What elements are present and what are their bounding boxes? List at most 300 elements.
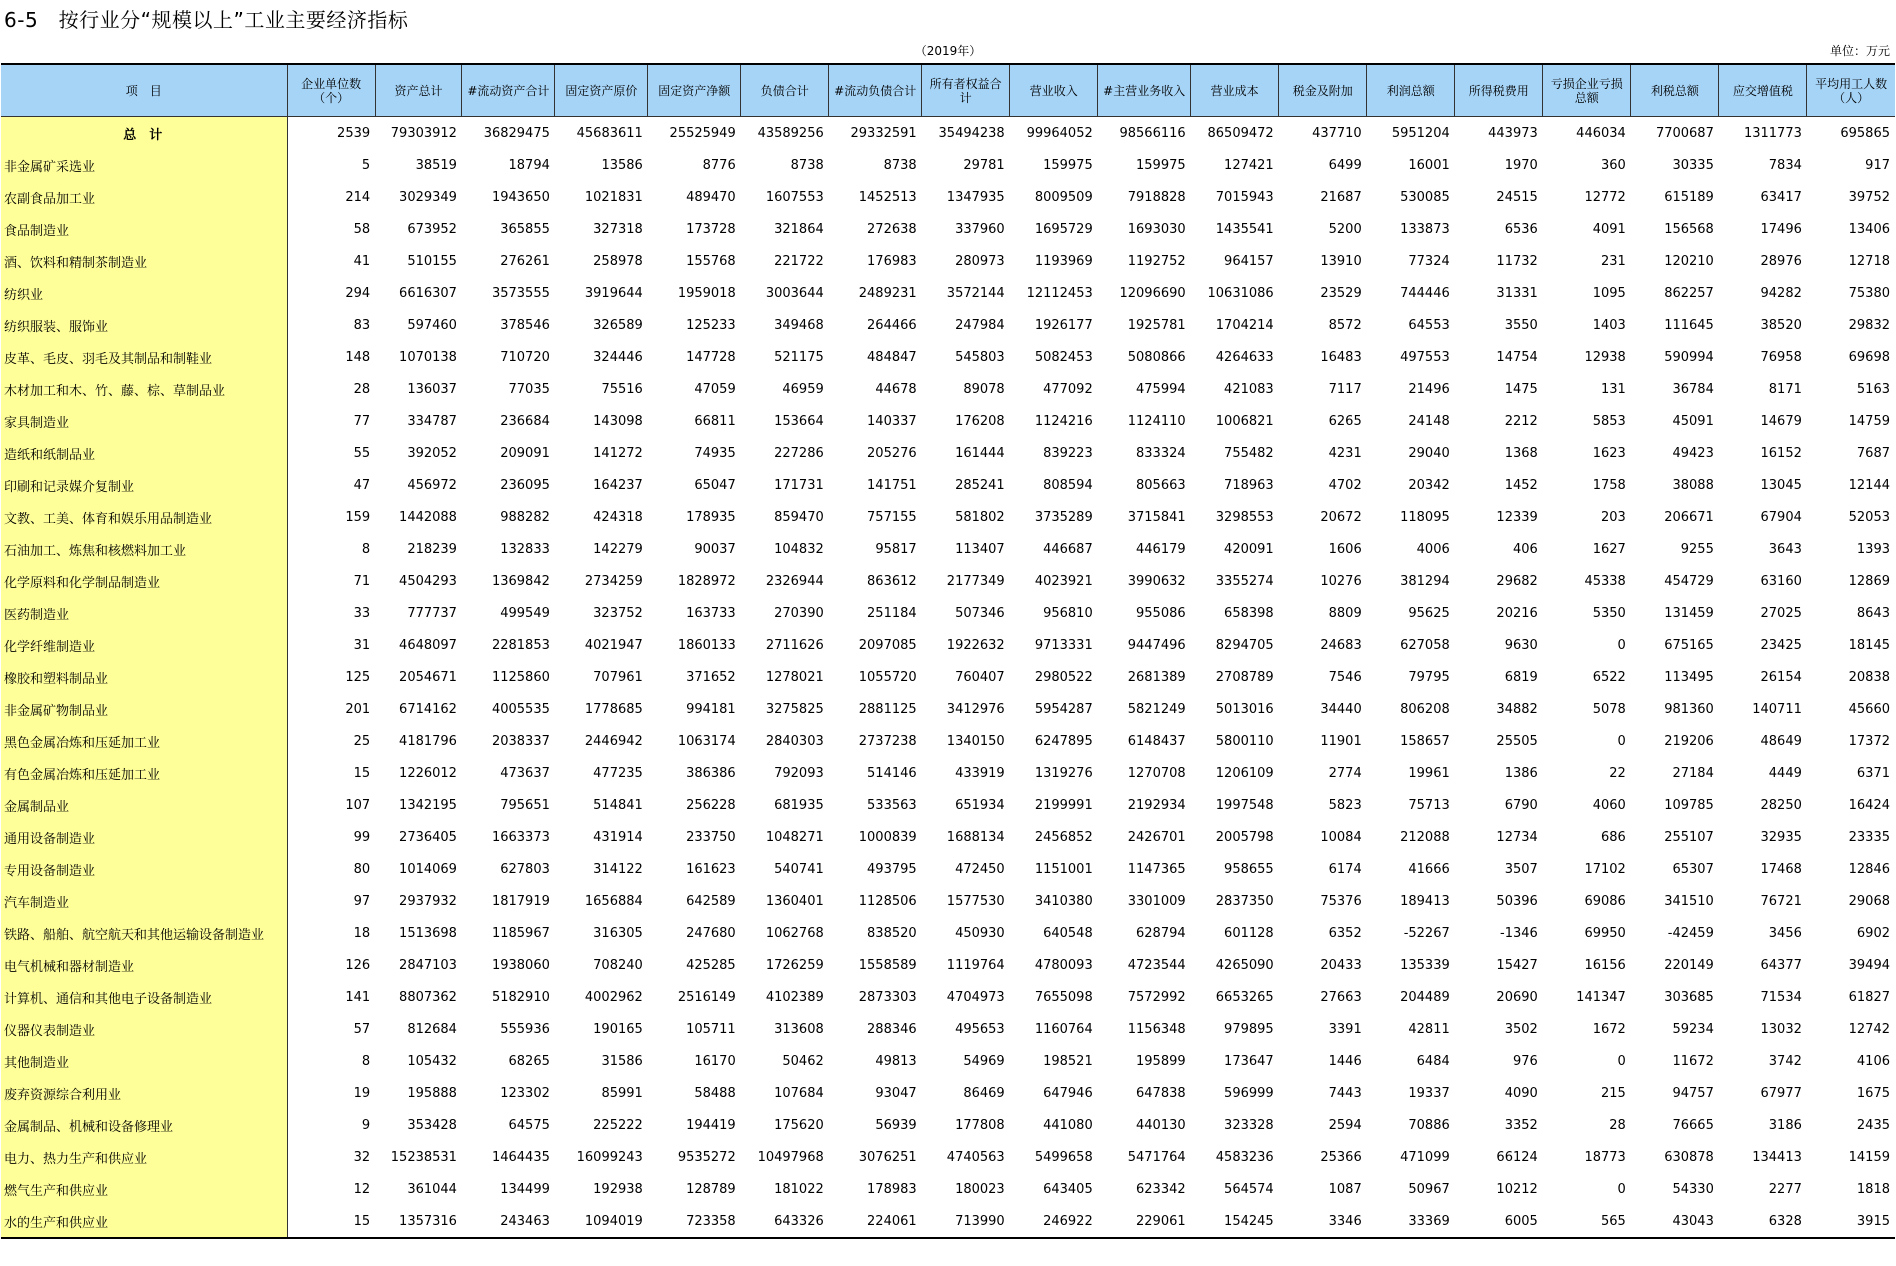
value-cell: 28250 (1760, 797, 1802, 813)
value-cell: 361044 (407, 1181, 457, 1197)
value-cell: 77035 (508, 381, 550, 397)
value-cell: 99 (353, 829, 371, 845)
value-cell: 29781 (963, 157, 1005, 173)
value-cell: 1063174 (677, 733, 736, 749)
column-header: 利润总额 (1367, 64, 1455, 117)
table-row (1, 629, 1895, 661)
value-cell: 147728 (686, 349, 736, 365)
value-cell: 1147365 (1127, 861, 1186, 877)
value-cell: 236684 (500, 413, 550, 429)
value-cell: 3919644 (584, 285, 643, 301)
column-header: 营业成本 (1191, 64, 1279, 117)
value-cell: 243463 (462, 1205, 555, 1238)
value-cell: 155768 (686, 253, 736, 269)
table-row (1, 1109, 1895, 1141)
value-cell: 48649 (1760, 733, 1802, 749)
value-cell: 1695729 (1034, 221, 1093, 237)
industry-name-cell: 金属制品、机械和设备修理业 (1, 1109, 287, 1141)
value-cell: 47059 (694, 381, 736, 397)
table-row (1, 1045, 1895, 1077)
value-cell: 195888 (407, 1085, 457, 1101)
value-cell: 1226012 (399, 765, 457, 781)
value-cell: 4090 (1504, 1085, 1538, 1101)
value-cell: 5800110 (1215, 733, 1274, 749)
value-cell: 581802 (955, 509, 1005, 525)
value-cell: 1360401 (765, 893, 824, 909)
value-cell: 14159 (1848, 1149, 1890, 1165)
value-cell: 976 (1512, 1053, 1538, 1069)
table-row (1, 245, 1895, 277)
value-cell: 97 (353, 893, 371, 909)
value-cell: 1925781 (1127, 317, 1186, 333)
value-cell: 3507 (1504, 861, 1538, 877)
value-cell: 792093 (774, 765, 824, 781)
value-cell: 34440 (1320, 701, 1362, 717)
value-cell: 514146 (867, 765, 917, 781)
value-cell: 12112453 (1026, 285, 1093, 301)
column-header: 企业单位数（个） (287, 64, 375, 117)
value-cell: 13910 (1320, 253, 1362, 269)
table-row (1, 757, 1895, 789)
value-cell: 327318 (593, 221, 643, 237)
table-row (1, 853, 1895, 885)
value-cell: 52053 (1848, 509, 1890, 525)
value-cell: 294 (345, 285, 371, 301)
value-cell: 5350 (1592, 605, 1626, 621)
value-cell: 1342195 (399, 797, 457, 813)
value-cell: 2737238 (858, 733, 917, 749)
industry-name-cell: 金属制品业 (1, 789, 287, 821)
value-cell: 597460 (407, 317, 457, 333)
value-cell: 24148 (1408, 413, 1450, 429)
value-cell: 4702 (1328, 477, 1362, 493)
value-cell: 707961 (593, 669, 643, 685)
table-row (1, 693, 1895, 725)
value-cell: 2736405 (399, 829, 457, 845)
value-cell: 33369 (1367, 1205, 1455, 1238)
value-cell: 323752 (593, 605, 643, 621)
value-cell: 2281853 (491, 637, 550, 653)
value-cell: 10212 (1496, 1181, 1538, 1197)
value-cell: 8 (361, 541, 371, 557)
value-cell: 68265 (508, 1053, 550, 1069)
value-cell: 2277 (1768, 1181, 1802, 1197)
value-cell: 446687 (1043, 541, 1093, 557)
value-cell: 2840303 (765, 733, 824, 749)
value-cell: 425285 (686, 957, 736, 973)
value-cell: 107 (345, 797, 371, 813)
value-cell: 29332591 (850, 125, 917, 141)
value-cell: 4449 (1768, 765, 1802, 781)
value-cell: 321864 (774, 221, 824, 237)
value-cell: 49423 (1672, 445, 1714, 461)
value-cell: 4023921 (1034, 573, 1093, 589)
value-cell: 109785 (1664, 797, 1714, 813)
value-cell: 140711 (1752, 701, 1802, 717)
value-cell: 2326944 (765, 573, 824, 589)
table-row (1, 949, 1895, 981)
value-cell: 212088 (1400, 829, 1450, 845)
value-cell: 176208 (955, 413, 1005, 429)
value-cell: 643326 (741, 1205, 829, 1238)
value-cell: 132833 (500, 541, 550, 557)
value-cell: 75376 (1320, 893, 1362, 909)
value-cell: 627803 (500, 861, 550, 877)
table-row (1, 597, 1895, 629)
value-cell: 142279 (593, 541, 643, 557)
value-cell: 1577530 (946, 893, 1005, 909)
value-cell: 71 (353, 573, 371, 589)
value-cell: 1997548 (1215, 797, 1274, 813)
value-cell: 708240 (593, 957, 643, 973)
value-cell: 39752 (1848, 189, 1890, 205)
page-title: 6-5 按行业分“规模以上”工业主要经济指标 (4, 8, 409, 32)
value-cell: 1021831 (584, 189, 643, 205)
value-cell: 231 (1600, 253, 1626, 269)
value-cell: 133873 (1400, 221, 1450, 237)
value-cell: 2708789 (1215, 669, 1274, 685)
value-cell: 805663 (1136, 477, 1186, 493)
value-cell: 23529 (1320, 285, 1362, 301)
value-cell: 1151001 (1034, 861, 1093, 877)
value-cell: 795651 (500, 797, 550, 813)
value-cell: 12 (353, 1181, 371, 1197)
value-cell: 65307 (1672, 861, 1714, 877)
value-cell: 36784 (1672, 381, 1714, 397)
value-cell: 1656884 (584, 893, 643, 909)
value-cell: 107684 (774, 1085, 824, 1101)
table-row (1, 1173, 1895, 1205)
value-cell: 45338 (1584, 573, 1626, 589)
value-cell: 1393 (1856, 541, 1890, 557)
value-cell: 15 (287, 1205, 375, 1238)
value-cell: 7572992 (1127, 989, 1186, 1005)
value-cell: 1124110 (1127, 413, 1186, 429)
value-cell: 1817919 (491, 893, 550, 909)
value-cell: 446179 (1136, 541, 1186, 557)
value-cell: 16483 (1320, 349, 1362, 365)
value-cell: 215 (1600, 1085, 1626, 1101)
value-cell: 673952 (407, 221, 457, 237)
value-cell: 18145 (1848, 637, 1890, 653)
value-cell: 70886 (1408, 1117, 1450, 1133)
value-cell: 1860133 (677, 637, 736, 653)
value-cell: 1369842 (491, 573, 550, 589)
value-cell: 1048271 (765, 829, 824, 845)
value-cell: 25 (353, 733, 371, 749)
table-row (1, 1205, 1895, 1238)
value-cell: 981360 (1664, 701, 1714, 717)
value-cell: 514841 (593, 797, 643, 813)
value-cell: 17468 (1760, 861, 1802, 877)
value-cell: 495653 (955, 1021, 1005, 1037)
value-cell: 4060 (1592, 797, 1626, 813)
value-cell: 1452513 (858, 189, 917, 205)
value-cell: 61827 (1848, 989, 1890, 1005)
value-cell: 27184 (1672, 765, 1714, 781)
value-cell: 647838 (1136, 1085, 1186, 1101)
value-cell: 2734259 (584, 573, 643, 589)
value-cell: 3915 (1807, 1205, 1895, 1238)
value-cell: 8171 (1768, 381, 1802, 397)
value-cell: 225222 (593, 1117, 643, 1133)
value-cell: 18 (353, 925, 371, 941)
industry-name-cell: 黑色金属冶炼和压延加工业 (1, 725, 287, 757)
value-cell: 545803 (955, 349, 1005, 365)
value-cell: 35494238 (938, 125, 1005, 141)
value-cell: 3298553 (1215, 509, 1274, 525)
value-cell: 477092 (1043, 381, 1093, 397)
industry-name-cell: 非金属矿物制品业 (1, 693, 287, 725)
value-cell: 251184 (867, 605, 917, 621)
value-cell: 105711 (686, 1021, 736, 1037)
value-cell: 23335 (1848, 829, 1890, 845)
value-cell: 221722 (774, 253, 824, 269)
value-cell: 164237 (593, 477, 643, 493)
table-row (1, 1013, 1895, 1045)
value-cell: 1347935 (946, 189, 1005, 205)
value-cell: 64553 (1408, 317, 1450, 333)
value-cell: 6819 (1504, 669, 1538, 685)
value-cell: 324446 (593, 349, 643, 365)
value-cell: 1558589 (858, 957, 917, 973)
value-cell: 1386 (1504, 765, 1538, 781)
value-cell: 5 (361, 157, 371, 173)
value-cell: 6328 (1719, 1205, 1807, 1238)
value-cell: 32935 (1760, 829, 1802, 845)
value-cell: 69698 (1848, 349, 1890, 365)
value-cell: 39494 (1848, 957, 1890, 973)
value-cell: 1607553 (765, 189, 824, 205)
table-row (1, 725, 1895, 757)
value-cell: 4264633 (1215, 349, 1274, 365)
value-cell: 2594 (1328, 1117, 1362, 1133)
value-cell: 8294705 (1215, 637, 1274, 653)
value-cell: 3410380 (1034, 893, 1093, 909)
value-cell: 2435 (1856, 1117, 1890, 1133)
value-cell: 0 (1617, 1181, 1626, 1197)
value-cell: 203 (1600, 509, 1626, 525)
value-cell: 7443 (1328, 1085, 1362, 1101)
value-cell: 247984 (955, 317, 1005, 333)
value-cell: 2038337 (491, 733, 550, 749)
value-cell: 349468 (774, 317, 824, 333)
industry-name-cell: 印刷和记录媒介复制业 (1, 469, 287, 501)
value-cell: 4002962 (584, 989, 643, 1005)
value-cell: 630878 (1664, 1149, 1714, 1165)
value-cell: 1311773 (1743, 125, 1802, 141)
value-cell: 10631086 (1207, 285, 1274, 301)
value-cell: 1926177 (1034, 317, 1093, 333)
value-cell: 3715841 (1127, 509, 1186, 525)
value-cell: 218239 (407, 541, 457, 557)
value-cell: 8 (361, 1053, 371, 1069)
value-cell: 17102 (1584, 861, 1626, 877)
column-header: 负债合计 (741, 64, 829, 117)
value-cell: 83 (353, 317, 371, 333)
value-cell: 12339 (1496, 509, 1538, 525)
value-cell: 1055720 (858, 669, 917, 685)
value-cell: 209091 (500, 445, 550, 461)
value-cell: 1128506 (858, 893, 917, 909)
value-cell: 6522 (1592, 669, 1626, 685)
value-cell: 4723544 (1127, 957, 1186, 973)
value-cell: 4583236 (1215, 1149, 1274, 1165)
value-cell: 555936 (500, 1021, 550, 1037)
value-cell: 2681389 (1127, 669, 1186, 685)
value-cell: 8009509 (1034, 189, 1093, 205)
column-header: 所有者权益合计 (922, 64, 1010, 117)
value-cell: 159 (345, 509, 371, 525)
value-cell: 113407 (955, 541, 1005, 557)
value-cell: 859470 (774, 509, 824, 525)
value-cell: 4102389 (765, 989, 824, 1005)
value-cell: 507346 (955, 605, 1005, 621)
value-cell: 56939 (875, 1117, 917, 1133)
value-cell: 201 (345, 701, 371, 717)
value-cell: 9447496 (1127, 637, 1186, 653)
value-cell: 9713331 (1034, 637, 1093, 653)
value-cell: 2837350 (1215, 893, 1274, 909)
value-cell: 471099 (1400, 1149, 1450, 1165)
column-header: #流动资产合计 (462, 64, 555, 117)
value-cell: 4704973 (946, 989, 1005, 1005)
value-cell: 12938 (1584, 349, 1626, 365)
value-cell: 11732 (1496, 253, 1538, 269)
value-cell: 564574 (1224, 1181, 1274, 1197)
value-cell: 718963 (1224, 477, 1274, 493)
value-cell: 833324 (1136, 445, 1186, 461)
value-cell: 406 (1512, 541, 1538, 557)
value-cell: 33 (353, 605, 371, 621)
value-cell: 489470 (686, 189, 736, 205)
industry-name-cell: 仪器仪表制造业 (1, 1013, 287, 1045)
industry-name-cell: 其他制造业 (1, 1045, 287, 1077)
value-cell: 15427 (1496, 957, 1538, 973)
value-cell: 1675 (1856, 1085, 1890, 1101)
value-cell: 651934 (955, 797, 1005, 813)
value-cell: 0 (1617, 637, 1626, 653)
value-cell: 1270708 (1127, 765, 1186, 781)
value-cell: 46959 (782, 381, 824, 397)
value-cell: 192938 (593, 1181, 643, 1197)
value-cell: 2881125 (858, 701, 917, 717)
value-cell: 2005798 (1215, 829, 1274, 845)
value-cell: 979895 (1224, 1021, 1274, 1037)
value-cell: 4021947 (584, 637, 643, 653)
value-cell: 118095 (1400, 509, 1450, 525)
value-cell: 2516149 (677, 989, 736, 1005)
value-cell: 695865 (1840, 125, 1890, 141)
value-cell: 255107 (1664, 829, 1714, 845)
value-cell: 90037 (694, 541, 736, 557)
value-cell: 28 (353, 381, 371, 397)
value-cell: 99964052 (1026, 125, 1093, 141)
value-cell: 214 (345, 189, 371, 205)
column-header: 应交增值税 (1719, 64, 1807, 117)
value-cell: 13406 (1848, 221, 1890, 237)
industry-name-cell: 纺织服装、服饰业 (1, 309, 287, 341)
value-cell: 44678 (875, 381, 917, 397)
value-cell: 0 (1617, 733, 1626, 749)
value-cell: 29832 (1848, 317, 1890, 333)
industry-name-cell: 酒、饮料和精制茶制造业 (1, 245, 287, 277)
value-cell: 863612 (867, 573, 917, 589)
table-row (1, 821, 1895, 853)
value-cell: 675165 (1664, 637, 1714, 653)
value-cell: 2489231 (858, 285, 917, 301)
value-cell: 104832 (774, 541, 824, 557)
value-cell: 2426701 (1127, 829, 1186, 845)
value-cell: 1435541 (1215, 221, 1274, 237)
value-cell: 175620 (774, 1117, 824, 1133)
value-cell: 58488 (694, 1085, 736, 1101)
value-cell: 67904 (1760, 509, 1802, 525)
value-cell: 236095 (500, 477, 550, 493)
value-cell: 2711626 (765, 637, 824, 653)
value-cell: 89078 (963, 381, 1005, 397)
value-cell: 20342 (1408, 477, 1450, 493)
value-cell: 3301009 (1127, 893, 1186, 909)
value-cell: 93047 (875, 1085, 917, 1101)
value-cell: 839223 (1043, 445, 1093, 461)
industry-name-cell: 木材加工和木、竹、藤、棕、草制品业 (1, 373, 287, 405)
value-cell: 8776 (702, 157, 736, 173)
value-cell: 4648097 (399, 637, 457, 653)
value-cell: 2097085 (858, 637, 917, 653)
value-cell: 12096690 (1119, 285, 1186, 301)
value-cell: 755482 (1224, 445, 1274, 461)
value-cell: 994181 (686, 701, 736, 717)
value-cell: 67977 (1760, 1085, 1802, 1101)
value-cell: 313608 (774, 1021, 824, 1037)
value-cell: 601128 (1224, 925, 1274, 941)
value-cell: 623342 (1136, 1181, 1186, 1197)
value-cell: 371652 (686, 669, 736, 685)
value-cell: 69086 (1584, 893, 1626, 909)
value-cell: 161623 (686, 861, 736, 877)
value-cell: 1818 (1856, 1181, 1890, 1197)
value-cell: 233750 (686, 829, 736, 845)
value-cell: 3550 (1504, 317, 1538, 333)
value-cell: 65047 (694, 477, 736, 493)
value-cell: 3275825 (765, 701, 824, 717)
value-cell: 1206109 (1215, 765, 1274, 781)
industry-name-cell: 专用设备制造业 (1, 853, 287, 885)
value-cell: 658398 (1224, 605, 1274, 621)
industry-name-cell: 医药制造业 (1, 597, 287, 629)
table-row (1, 1141, 1895, 1173)
table-row (1, 373, 1895, 405)
value-cell: 7117 (1328, 381, 1362, 397)
value-cell: 6174 (1328, 861, 1362, 877)
value-cell: 159975 (1043, 157, 1093, 173)
value-cell: 178935 (686, 509, 736, 525)
table-row (1, 469, 1895, 501)
value-cell: 69950 (1584, 925, 1626, 941)
value-cell: 431914 (593, 829, 643, 845)
table-row (1, 213, 1895, 245)
value-cell: 499549 (500, 605, 550, 621)
value-cell: 34882 (1496, 701, 1538, 717)
value-cell: 7015943 (1215, 189, 1274, 205)
value-cell: 29682 (1496, 573, 1538, 589)
value-cell: 2873303 (858, 989, 917, 1005)
value-cell: 565 (1543, 1205, 1631, 1238)
value-cell: 303685 (1664, 989, 1714, 1005)
value-cell: 159975 (1136, 157, 1186, 173)
value-cell: 45660 (1848, 701, 1890, 717)
